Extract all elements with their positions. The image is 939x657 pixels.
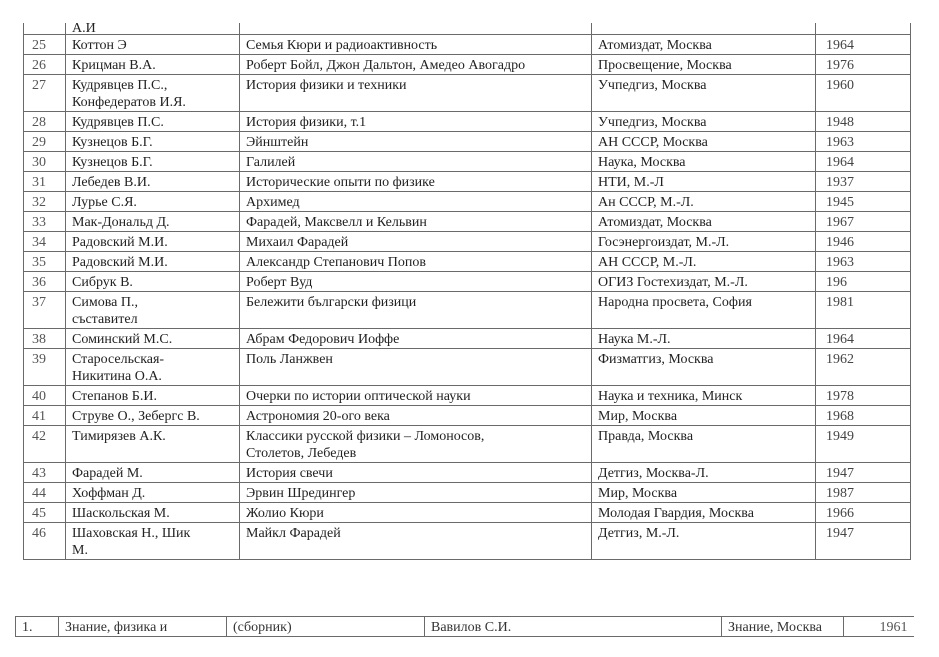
row-year: 1962: [816, 349, 911, 386]
row-publisher: Детгиз, Москва-Л.: [592, 463, 816, 483]
row-year: 1947: [816, 463, 911, 483]
next-page-table: [15, 616, 914, 637]
row-title: Александр Степанович Попов: [240, 252, 592, 272]
footer-year: 1961: [844, 617, 914, 637]
row-author: Сибрук В.: [66, 272, 240, 292]
row-number: 42: [24, 426, 66, 463]
row-year: 1978: [816, 386, 911, 406]
row-number: 45: [24, 503, 66, 523]
row-title: Роберт Вуд: [240, 272, 592, 292]
table-row: [24, 112, 911, 132]
row-author: Кудрявцев П.С., Конфедератов И.Я.: [66, 75, 240, 112]
row-number: 30: [24, 152, 66, 172]
row-publisher: Мир, Москва: [592, 406, 816, 426]
row-year: 1948: [816, 112, 911, 132]
table-row: [24, 132, 911, 152]
row-number: 28: [24, 112, 66, 132]
row-author: Струве О., Зебергс В.: [66, 406, 240, 426]
footer-number: 1.: [16, 617, 59, 637]
row-title: Абрам Федорович Иоффе: [240, 329, 592, 349]
row-publisher: Госэнергоиздат, М.-Л.: [592, 232, 816, 252]
row-year: 1964: [816, 152, 911, 172]
row-number: 26: [24, 55, 66, 75]
row-year: 1949: [816, 426, 911, 463]
row-publisher: Учпедгиз, Москва: [592, 75, 816, 112]
row-publisher: Физматгиз, Москва: [592, 349, 816, 386]
row-publisher: [592, 23, 816, 35]
row-number: 40: [24, 386, 66, 406]
row-publisher: Просвещение, Москва: [592, 55, 816, 75]
table-row: [24, 212, 911, 232]
row-publisher: Наука, Москва: [592, 152, 816, 172]
row-author: Соминский М.С.: [66, 329, 240, 349]
row-year: 1987: [816, 483, 911, 503]
table-row: [24, 329, 911, 349]
row-publisher: Наука М.-Л.: [592, 329, 816, 349]
row-author: Шаховская Н., Шик М.: [66, 523, 240, 560]
row-year: 1946: [816, 232, 911, 252]
row-title: Исторические опыти по физике: [240, 172, 592, 192]
footer-author: Вавилов С.И.: [425, 617, 722, 637]
bibliography-table: [23, 23, 911, 560]
row-number: 31: [24, 172, 66, 192]
row-author: Симова П., съставител: [66, 292, 240, 329]
table-row: [16, 617, 914, 637]
row-number: 38: [24, 329, 66, 349]
table-row: [24, 426, 911, 463]
row-title: Жолио Кюри: [240, 503, 592, 523]
row-year: 1966: [816, 503, 911, 523]
row-publisher: Народна просвета, София: [592, 292, 816, 329]
row-publisher: ОГИЗ Гостехиздат, М.-Л.: [592, 272, 816, 292]
table-row: [24, 152, 911, 172]
row-publisher: Наука и техника, Минск: [592, 386, 816, 406]
row-number: 43: [24, 463, 66, 483]
table-row: [24, 232, 911, 252]
row-year: 1963: [816, 252, 911, 272]
row-publisher: Ан СССР, М.-Л.: [592, 192, 816, 212]
row-number: 44: [24, 483, 66, 503]
row-author: Коттон Э: [66, 35, 240, 55]
row-publisher: Атомиздат, Москва: [592, 212, 816, 232]
table-row: [24, 523, 911, 560]
table-row: [24, 55, 911, 75]
row-publisher: Правда, Москва: [592, 426, 816, 463]
row-title: Бележити български физици: [240, 292, 592, 329]
footer-note: (сборник): [227, 617, 425, 637]
row-number: 39: [24, 349, 66, 386]
row-publisher: Атомиздат, Москва: [592, 35, 816, 55]
row-author: Фарадей М.: [66, 463, 240, 483]
table-row: [24, 483, 911, 503]
row-title: Галилей: [240, 152, 592, 172]
row-author: А.И: [66, 23, 240, 35]
footer-publisher: Знание, Москва: [722, 617, 844, 637]
row-year: 1947: [816, 523, 911, 560]
row-number: 37: [24, 292, 66, 329]
row-author: Кузнецов Б.Г.: [66, 132, 240, 152]
row-author: Радовский М.И.: [66, 232, 240, 252]
table-row: [24, 349, 911, 386]
row-author: Шаскольская М.: [66, 503, 240, 523]
row-year: 1964: [816, 329, 911, 349]
row-author: Кудрявцев П.С.: [66, 112, 240, 132]
row-number: 34: [24, 232, 66, 252]
row-year: 1967: [816, 212, 911, 232]
row-author: Радовский М.И.: [66, 252, 240, 272]
row-title: Семья Кюри и радиоактивность: [240, 35, 592, 55]
row-author: Мак-Дональд Д.: [66, 212, 240, 232]
row-title: История физики и техники: [240, 75, 592, 112]
table-row: [24, 463, 911, 483]
table-row: [24, 35, 911, 55]
row-number: 35: [24, 252, 66, 272]
row-author: Тимирязев А.К.: [66, 426, 240, 463]
row-number: 36: [24, 272, 66, 292]
row-year: 1964: [816, 35, 911, 55]
row-publisher: АН СССР, Москва: [592, 132, 816, 152]
table-row: [24, 192, 911, 212]
row-publisher: НТИ, М.-Л: [592, 172, 816, 192]
row-year: 1937: [816, 172, 911, 192]
row-title: Астрономия 20-ого века: [240, 406, 592, 426]
row-title: Классики русской физики – Ломоносов, Столетов, Лебедев: [240, 426, 592, 463]
row-title: Фарадей, Максвелл и Кельвин: [240, 212, 592, 232]
row-publisher: АН СССР, М.-Л.: [592, 252, 816, 272]
footer-title: Знание, физика и: [59, 617, 227, 637]
row-year: 1976: [816, 55, 911, 75]
row-publisher: Молодая Гвардия, Москва: [592, 503, 816, 523]
table-row: [24, 272, 911, 292]
row-title: История физики, т.1: [240, 112, 592, 132]
row-author: Крицман В.А.: [66, 55, 240, 75]
row-title: Михаил Фарадей: [240, 232, 592, 252]
row-year: 1963: [816, 132, 911, 152]
row-publisher: Мир, Москва: [592, 483, 816, 503]
row-title: Поль Ланжвен: [240, 349, 592, 386]
table-row: [24, 503, 911, 523]
row-title: Очерки по истории оптической науки: [240, 386, 592, 406]
table-row: [24, 23, 911, 35]
row-number: 29: [24, 132, 66, 152]
row-author: Степанов Б.И.: [66, 386, 240, 406]
row-year: 1945: [816, 192, 911, 212]
row-author: Старосельская- Никитина О.А.: [66, 349, 240, 386]
row-year: 196: [816, 272, 911, 292]
row-number: 41: [24, 406, 66, 426]
row-number: 33: [24, 212, 66, 232]
row-year: 1968: [816, 406, 911, 426]
row-year: [816, 23, 911, 35]
row-number: 27: [24, 75, 66, 112]
row-title: Роберт Бойл, Джон Дальтон, Амедео Авогадро: [240, 55, 592, 75]
row-title: Эйнштейн: [240, 132, 592, 152]
table-row: [24, 292, 911, 329]
table-row: [24, 75, 911, 112]
row-number: 46: [24, 523, 66, 560]
row-title: Майкл Фарадей: [240, 523, 592, 560]
row-number: 32: [24, 192, 66, 212]
row-title: [240, 23, 592, 35]
row-publisher: Учпедгиз, Москва: [592, 112, 816, 132]
row-publisher: Детгиз, М.-Л.: [592, 523, 816, 560]
row-number: 25: [24, 35, 66, 55]
table-row: [24, 406, 911, 426]
row-author: Кузнецов Б.Г.: [66, 152, 240, 172]
row-title: История свечи: [240, 463, 592, 483]
table-row: [24, 172, 911, 192]
row-author: Лебедев В.И.: [66, 172, 240, 192]
table-row: [24, 252, 911, 272]
row-author: Хоффман Д.: [66, 483, 240, 503]
row-author: Лурье С.Я.: [66, 192, 240, 212]
row-number: [24, 23, 66, 35]
row-title: Архимед: [240, 192, 592, 212]
row-year: 1981: [816, 292, 911, 329]
table-row: [24, 386, 911, 406]
row-year: 1960: [816, 75, 911, 112]
row-title: Эрвин Шредингер: [240, 483, 592, 503]
